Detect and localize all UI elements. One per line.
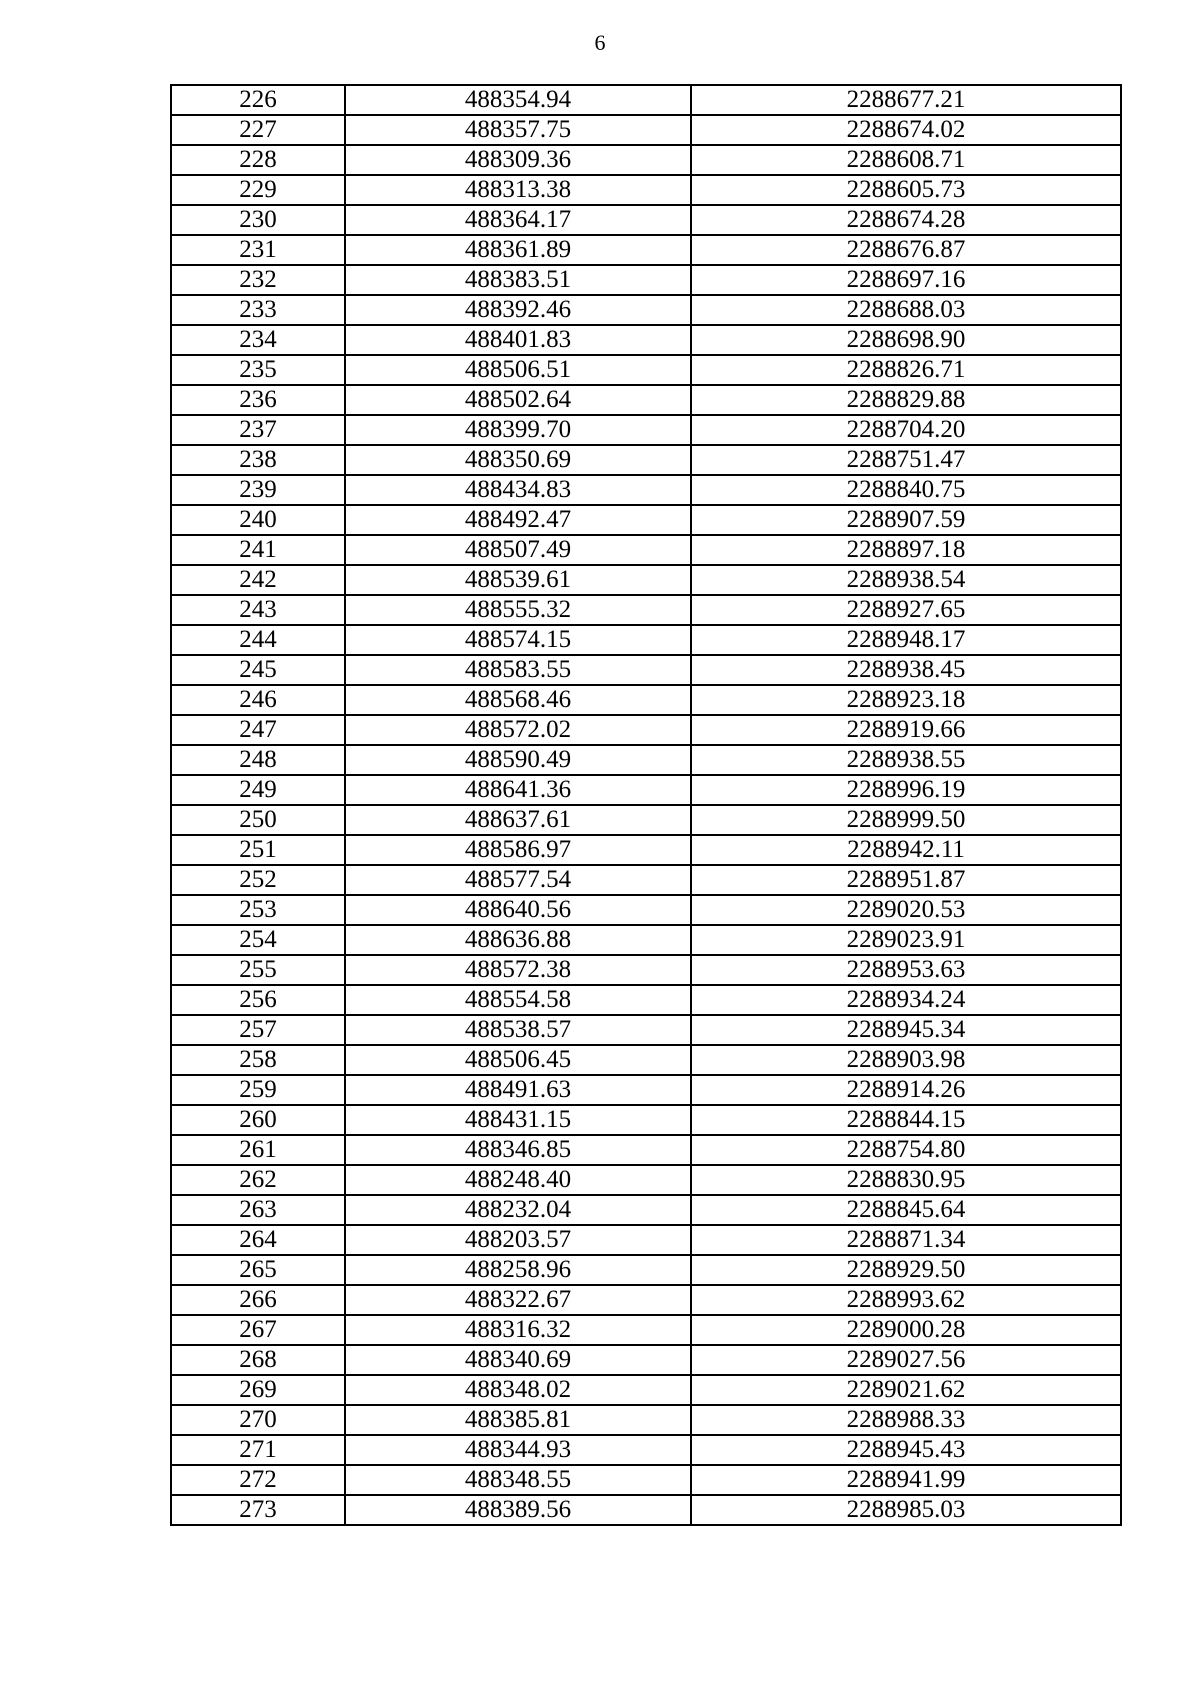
table-row <box>171 985 1121 1015</box>
x-coordinate-cell: 488434.83 <box>345 475 691 505</box>
x-coordinate-cell: 488538.57 <box>345 1015 691 1045</box>
table-row <box>171 1165 1121 1195</box>
y-coordinate-cell: 2288844.15 <box>691 1105 1121 1135</box>
y-coordinate-cell: 2288674.02 <box>691 115 1121 145</box>
y-coordinate-cell: 2288676.87 <box>691 235 1121 265</box>
y-coordinate-cell: 2288826.71 <box>691 355 1121 385</box>
table-row <box>171 1495 1121 1525</box>
point-number-cell: 253 <box>171 895 345 925</box>
table-row <box>171 265 1121 295</box>
y-coordinate-cell: 2289027.56 <box>691 1345 1121 1375</box>
table-row <box>171 655 1121 685</box>
x-coordinate-cell: 488232.04 <box>345 1195 691 1225</box>
point-number-cell: 245 <box>171 655 345 685</box>
table-row <box>171 775 1121 805</box>
point-number-cell: 258 <box>171 1045 345 1075</box>
x-coordinate-cell: 488313.38 <box>345 175 691 205</box>
y-coordinate-cell: 2288754.80 <box>691 1135 1121 1165</box>
point-number-cell: 263 <box>171 1195 345 1225</box>
table-row <box>171 325 1121 355</box>
x-coordinate-cell: 488346.85 <box>345 1135 691 1165</box>
table-row <box>171 1105 1121 1135</box>
x-coordinate-cell: 488492.47 <box>345 505 691 535</box>
point-number-cell: 233 <box>171 295 345 325</box>
x-coordinate-cell: 488636.88 <box>345 925 691 955</box>
y-coordinate-cell: 2288953.63 <box>691 955 1121 985</box>
x-coordinate-cell: 488577.54 <box>345 865 691 895</box>
table-row <box>171 385 1121 415</box>
y-coordinate-cell: 2288948.17 <box>691 625 1121 655</box>
x-coordinate-cell: 488340.69 <box>345 1345 691 1375</box>
point-number-cell: 249 <box>171 775 345 805</box>
table-row <box>171 1315 1121 1345</box>
x-coordinate-cell: 488507.49 <box>345 535 691 565</box>
x-coordinate-cell: 488316.32 <box>345 1315 691 1345</box>
point-number-cell: 226 <box>171 85 345 115</box>
x-coordinate-cell: 488348.55 <box>345 1465 691 1495</box>
table-row <box>171 955 1121 985</box>
table-row <box>171 925 1121 955</box>
y-coordinate-cell: 2288871.34 <box>691 1225 1121 1255</box>
point-number-cell: 260 <box>171 1105 345 1135</box>
y-coordinate-cell: 2288845.64 <box>691 1195 1121 1225</box>
point-number-cell: 244 <box>171 625 345 655</box>
point-number-cell: 235 <box>171 355 345 385</box>
x-coordinate-cell: 488203.57 <box>345 1225 691 1255</box>
x-coordinate-cell: 488502.64 <box>345 385 691 415</box>
y-coordinate-cell: 2288697.16 <box>691 265 1121 295</box>
x-coordinate-cell: 488383.51 <box>345 265 691 295</box>
x-coordinate-cell: 488309.36 <box>345 145 691 175</box>
table-row <box>171 835 1121 865</box>
y-coordinate-cell: 2288688.03 <box>691 295 1121 325</box>
x-coordinate-cell: 488364.17 <box>345 205 691 235</box>
point-number-cell: 243 <box>171 595 345 625</box>
table-row <box>171 1435 1121 1465</box>
point-number-cell: 238 <box>171 445 345 475</box>
y-coordinate-cell: 2288996.19 <box>691 775 1121 805</box>
y-coordinate-cell: 2288934.24 <box>691 985 1121 1015</box>
table-row <box>171 1345 1121 1375</box>
table-row <box>171 745 1121 775</box>
table-row <box>171 625 1121 655</box>
x-coordinate-cell: 488491.63 <box>345 1075 691 1105</box>
x-coordinate-cell: 488361.89 <box>345 235 691 265</box>
x-coordinate-cell: 488401.83 <box>345 325 691 355</box>
y-coordinate-cell: 2288698.90 <box>691 325 1121 355</box>
y-coordinate-cell: 2288830.95 <box>691 1165 1121 1195</box>
y-coordinate-cell: 2288914.26 <box>691 1075 1121 1105</box>
table-row <box>171 685 1121 715</box>
point-number-cell: 241 <box>171 535 345 565</box>
x-coordinate-cell: 488248.40 <box>345 1165 691 1195</box>
point-number-cell: 229 <box>171 175 345 205</box>
y-coordinate-cell: 2288608.71 <box>691 145 1121 175</box>
y-coordinate-cell: 2289020.53 <box>691 895 1121 925</box>
y-coordinate-cell: 2289021.62 <box>691 1375 1121 1405</box>
table-row <box>171 865 1121 895</box>
table-row <box>171 1375 1121 1405</box>
point-number-cell: 252 <box>171 865 345 895</box>
point-number-cell: 261 <box>171 1135 345 1165</box>
x-coordinate-cell: 488399.70 <box>345 415 691 445</box>
point-number-cell: 255 <box>171 955 345 985</box>
point-number-cell: 254 <box>171 925 345 955</box>
table-row <box>171 895 1121 925</box>
table-row <box>171 1465 1121 1495</box>
x-coordinate-cell: 488392.46 <box>345 295 691 325</box>
point-number-cell: 242 <box>171 565 345 595</box>
point-number-cell: 271 <box>171 1435 345 1465</box>
y-coordinate-cell: 2288938.54 <box>691 565 1121 595</box>
table-row <box>171 595 1121 625</box>
y-coordinate-cell: 2288704.20 <box>691 415 1121 445</box>
point-number-cell: 270 <box>171 1405 345 1435</box>
point-number-cell: 267 <box>171 1315 345 1345</box>
table-row <box>171 1405 1121 1435</box>
point-number-cell: 228 <box>171 145 345 175</box>
point-number-cell: 259 <box>171 1075 345 1105</box>
x-coordinate-cell: 488357.75 <box>345 115 691 145</box>
y-coordinate-cell: 2288985.03 <box>691 1495 1121 1525</box>
y-coordinate-cell: 2288951.87 <box>691 865 1121 895</box>
y-coordinate-cell: 2288677.21 <box>691 85 1121 115</box>
y-coordinate-cell: 2288938.45 <box>691 655 1121 685</box>
y-coordinate-cell: 2288938.55 <box>691 745 1121 775</box>
y-coordinate-cell: 2288751.47 <box>691 445 1121 475</box>
y-coordinate-cell: 2288988.33 <box>691 1405 1121 1435</box>
y-coordinate-cell: 2288942.11 <box>691 835 1121 865</box>
point-number-cell: 232 <box>171 265 345 295</box>
point-number-cell: 234 <box>171 325 345 355</box>
x-coordinate-cell: 488354.94 <box>345 85 691 115</box>
x-coordinate-cell: 488586.97 <box>345 835 691 865</box>
table-row <box>171 475 1121 505</box>
table-row <box>171 1195 1121 1225</box>
point-number-cell: 239 <box>171 475 345 505</box>
y-coordinate-cell: 2289000.28 <box>691 1315 1121 1345</box>
y-coordinate-cell: 2288907.59 <box>691 505 1121 535</box>
y-coordinate-cell: 2288941.99 <box>691 1465 1121 1495</box>
y-coordinate-cell: 2288919.66 <box>691 715 1121 745</box>
y-coordinate-cell: 2288840.75 <box>691 475 1121 505</box>
x-coordinate-cell: 488590.49 <box>345 745 691 775</box>
x-coordinate-cell: 488554.58 <box>345 985 691 1015</box>
point-number-cell: 273 <box>171 1495 345 1525</box>
table-row <box>171 295 1121 325</box>
table-row <box>171 85 1121 115</box>
page-number: 6 <box>594 30 606 55</box>
table-row <box>171 355 1121 385</box>
table-row <box>171 565 1121 595</box>
y-coordinate-cell: 2288674.28 <box>691 205 1121 235</box>
y-coordinate-cell: 2288897.18 <box>691 535 1121 565</box>
x-coordinate-cell: 488640.56 <box>345 895 691 925</box>
x-coordinate-cell: 488506.45 <box>345 1045 691 1075</box>
x-coordinate-cell: 488539.61 <box>345 565 691 595</box>
table-row <box>171 1255 1121 1285</box>
point-number-cell: 266 <box>171 1285 345 1315</box>
x-coordinate-cell: 488344.93 <box>345 1435 691 1465</box>
table-row <box>171 1225 1121 1255</box>
x-coordinate-cell: 488431.15 <box>345 1105 691 1135</box>
x-coordinate-cell: 488322.67 <box>345 1285 691 1315</box>
y-coordinate-cell: 2288605.73 <box>691 175 1121 205</box>
point-number-cell: 262 <box>171 1165 345 1195</box>
point-number-cell: 240 <box>171 505 345 535</box>
x-coordinate-cell: 488348.02 <box>345 1375 691 1405</box>
table-row <box>171 145 1121 175</box>
y-coordinate-cell: 2289023.91 <box>691 925 1121 955</box>
table-row <box>171 715 1121 745</box>
point-number-cell: 250 <box>171 805 345 835</box>
y-coordinate-cell: 2288945.43 <box>691 1435 1121 1465</box>
table-row <box>171 445 1121 475</box>
point-number-cell: 268 <box>171 1345 345 1375</box>
point-number-cell: 236 <box>171 385 345 415</box>
x-coordinate-cell: 488389.56 <box>345 1495 691 1525</box>
y-coordinate-cell: 2288903.98 <box>691 1045 1121 1075</box>
coordinates-table-body <box>171 85 1121 1525</box>
table-row <box>171 175 1121 205</box>
point-number-cell: 231 <box>171 235 345 265</box>
x-coordinate-cell: 488258.96 <box>345 1255 691 1285</box>
x-coordinate-cell: 488583.55 <box>345 655 691 685</box>
y-coordinate-cell: 2288929.50 <box>691 1255 1121 1285</box>
point-number-cell: 251 <box>171 835 345 865</box>
point-number-cell: 247 <box>171 715 345 745</box>
x-coordinate-cell: 488506.51 <box>345 355 691 385</box>
point-number-cell: 230 <box>171 205 345 235</box>
x-coordinate-cell: 488350.69 <box>345 445 691 475</box>
y-coordinate-cell: 2288923.18 <box>691 685 1121 715</box>
point-number-cell: 272 <box>171 1465 345 1495</box>
table-row <box>171 1135 1121 1165</box>
point-number-cell: 264 <box>171 1225 345 1255</box>
point-number-cell: 256 <box>171 985 345 1015</box>
table-row <box>171 805 1121 835</box>
x-coordinate-cell: 488568.46 <box>345 685 691 715</box>
x-coordinate-cell: 488574.15 <box>345 625 691 655</box>
y-coordinate-cell: 2288945.34 <box>691 1015 1121 1045</box>
x-coordinate-cell: 488385.81 <box>345 1405 691 1435</box>
x-coordinate-cell: 488641.36 <box>345 775 691 805</box>
y-coordinate-cell: 2288829.88 <box>691 385 1121 415</box>
table-row <box>171 1285 1121 1315</box>
point-number-cell: 265 <box>171 1255 345 1285</box>
point-number-cell: 257 <box>171 1015 345 1045</box>
point-number-cell: 227 <box>171 115 345 145</box>
table-row <box>171 1045 1121 1075</box>
y-coordinate-cell: 2288993.62 <box>691 1285 1121 1315</box>
point-number-cell: 248 <box>171 745 345 775</box>
table-row <box>171 1015 1121 1045</box>
x-coordinate-cell: 488572.38 <box>345 955 691 985</box>
coordinates-table <box>170 84 1122 1526</box>
table-row <box>171 205 1121 235</box>
x-coordinate-cell: 488555.32 <box>345 595 691 625</box>
y-coordinate-cell: 2288927.65 <box>691 595 1121 625</box>
x-coordinate-cell: 488572.02 <box>345 715 691 745</box>
table-row <box>171 505 1121 535</box>
x-coordinate-cell: 488637.61 <box>345 805 691 835</box>
table-row <box>171 115 1121 145</box>
table-row <box>171 235 1121 265</box>
table-row <box>171 535 1121 565</box>
point-number-cell: 237 <box>171 415 345 445</box>
y-coordinate-cell: 2288999.50 <box>691 805 1121 835</box>
point-number-cell: 269 <box>171 1375 345 1405</box>
point-number-cell: 246 <box>171 685 345 715</box>
table-row <box>171 1075 1121 1105</box>
table-row <box>171 415 1121 445</box>
